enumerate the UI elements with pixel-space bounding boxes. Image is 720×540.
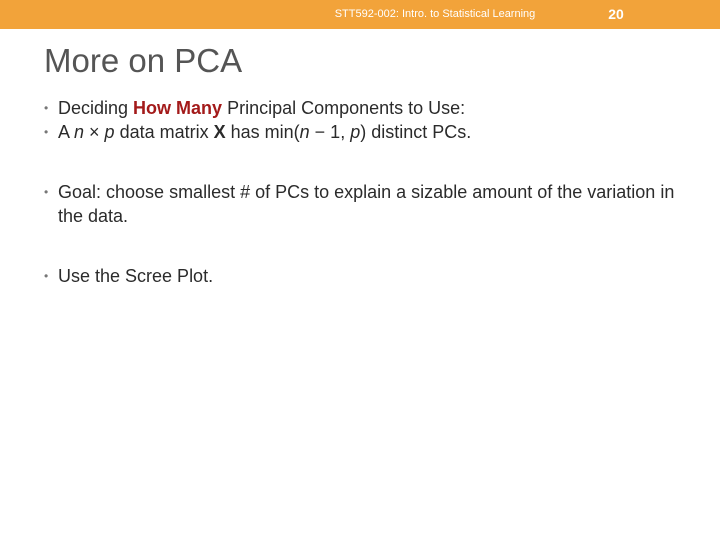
bullet-text: Deciding: [58, 98, 134, 118]
bullet-text: ×: [84, 122, 105, 142]
bullet-marker: •: [44, 185, 49, 199]
bullet-text: has min(: [225, 122, 300, 142]
bullet-list: [44, 96, 684, 288]
bullet-scree-plot: [44, 264, 684, 288]
highlight-how-many: How Many: [133, 98, 223, 118]
bullet-how-many: [44, 96, 684, 120]
course-title: STT592-002: Intro. to Statistical Learning: [334, 8, 536, 20]
page-number: 20: [608, 6, 624, 22]
bullet-text: Principal Components to Use:: [222, 98, 466, 118]
bullet-text: Use the Scree Plot.: [58, 266, 214, 286]
math-x: X: [213, 122, 226, 142]
header-bar: [0, 0, 720, 29]
math-p: p: [350, 122, 361, 142]
bullet-marker: •: [44, 125, 49, 139]
bullet-text: data matrix: [114, 122, 214, 142]
bullet-marker: •: [44, 101, 49, 115]
bullet-text: ) distinct PCs.: [360, 122, 472, 142]
math-n: n: [299, 122, 310, 142]
math-p: p: [104, 122, 115, 142]
bullet-goal: [44, 180, 684, 228]
bullet-matrix: [44, 120, 684, 144]
slide-title: More on PCA: [44, 42, 243, 79]
bullet-text: − 1,: [309, 122, 351, 142]
bullet-text: Goal: choose smallest # of PCs to explain a sizable amount of the variation in the data.: [58, 182, 675, 226]
bullet-text: A: [58, 122, 75, 142]
bullet-marker: •: [44, 269, 49, 283]
math-n: n: [74, 122, 85, 142]
